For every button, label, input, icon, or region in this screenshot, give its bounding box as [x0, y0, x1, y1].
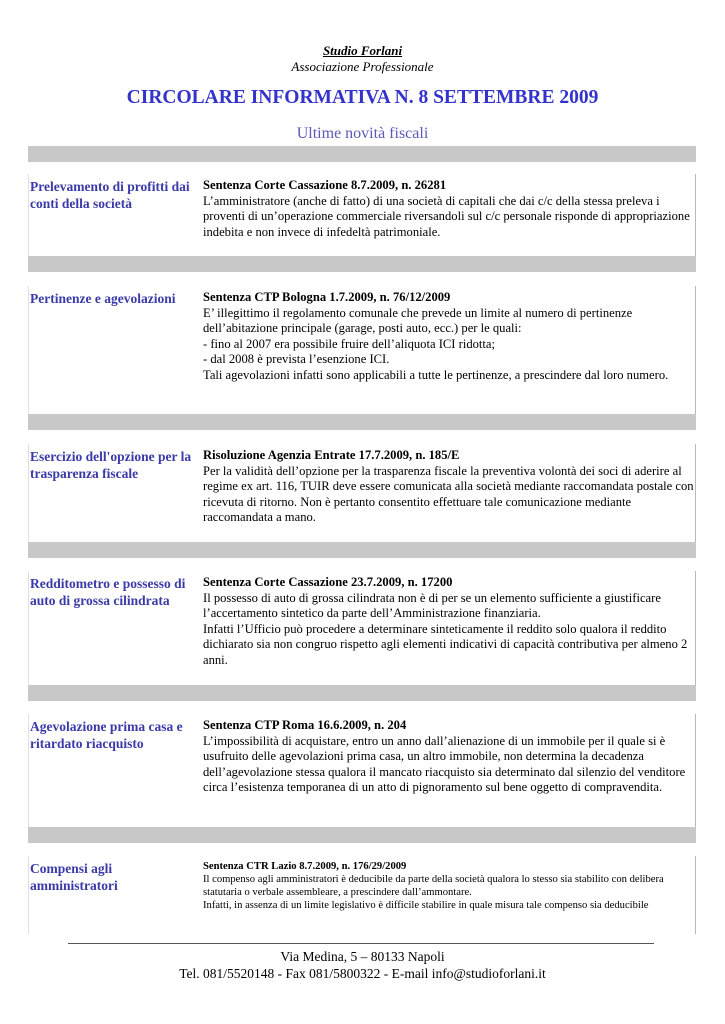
section-content — [203, 575, 697, 669]
news-section — [28, 571, 696, 685]
news-section — [28, 286, 696, 414]
section-reference: Sentenza Corte Cassazione 8.7.2009, n. 26281 — [203, 178, 447, 192]
section-topic: Esercizio dell'opzione per la trasparenza fiscale — [30, 449, 192, 481]
news-section — [28, 444, 696, 542]
footer-address: Via Medina, 5 – 80133 Napoli — [280, 949, 445, 964]
section-text: Il possesso di auto di grossa cilindrata non è di per se un elemento sufficiente a giustificare l’accertamento sintetico da parte dell’Amministrazione finanziaria. — [203, 590, 661, 621]
section-content — [203, 448, 697, 526]
section-topic: Pertinenze e agevolazioni — [30, 291, 176, 306]
section-divider — [28, 256, 696, 272]
page-title: CIRCOLARE INFORMATIVA N. 8 SETTEMBRE 2009 — [126, 87, 599, 108]
section-content — [203, 718, 697, 796]
section-content — [203, 178, 697, 240]
section-text: Il compenso agli amministratori è deducibile da parte della società qualora lo stesso sia stabilito con delibera statutaria o verbale assembleare, a prescindere dall’ammontare. — [203, 874, 664, 898]
section-text: Tali agevolazioni infatti sono applicabili a tutte le pertinenze, a prescindere dal loro numero. — [203, 367, 669, 382]
section-text: - dal 2008 è prevista l’esenzione ICI. — [203, 352, 390, 367]
section-reference: Sentenza CTP Roma 16.6.2009, n. 204 — [203, 718, 407, 732]
section-text: Per la validità dell’opzione per la trasparenza fiscale la preventiva volontà dei soci di aderire al regime ex art. 116, TUIR deve essere comunicata alla società mediante raccomandata postale con ricevuta di ritorno. Non è pertanto consentito effettuare tale comunicazione mediante raccomandata a mano. — [203, 463, 694, 525]
section-text: L’impossibilità di acquistare, entro un anno dall’alienazione di un immobile per il quale si è usufruito delle agevolazioni prima casa, un altro immobile, non determina la decadenza dell’agevolazione stessa qualora il mancato riacquisto sia determinato dal silenzio del venditore circa l’esistenza temporanea di un atto di pignoramento sul bene oggetto di compravendita. — [203, 733, 686, 795]
section-divider — [28, 542, 696, 558]
section-reference: Sentenza Corte Cassazione 23.7.2009, n. 17200 — [203, 575, 453, 589]
section-divider — [28, 685, 696, 701]
section-topic: Agevolazione prima casa e ritardato riacquisto — [30, 719, 183, 751]
section-content — [203, 290, 697, 384]
section-content — [203, 860, 697, 912]
news-section — [28, 714, 696, 827]
section-topic: Redditometro e possesso di auto di grossa cilindrata — [30, 576, 186, 608]
footer — [0, 948, 725, 982]
footer-contacts: Tel. 081/5520148 - Fax 081/5800322 - E-mail info@studioforlani.it — [179, 966, 546, 981]
news-section — [28, 174, 696, 256]
section-divider — [28, 146, 696, 162]
section-text: - fino al 2007 era possibile fruire dell’aliquota ICI ridotta; — [203, 336, 496, 351]
section-text: Infatti l’Ufficio può procedere a determinare sinteticamente il reddito solo qualora il reddito dichiarato sia non congruo rispetto agli elementi indicativi di capacità contributiva per almeno 2 anni. — [203, 621, 688, 667]
section-text: L’amministratore (anche di fatto) di una società di capitali che dai c/c della stessa preleva i proventi di un’operazione commerciale riversandoli sul c/c personale risponde di appropriazione indebita e non invece di infedeltà patrimoniale. — [203, 193, 690, 239]
studio-name: Studio Forlani — [322, 43, 403, 58]
section-text: Infatti, in assenza di un limite legislativo è difficile stabilire in quale misura tale compenso sia deducibile — [203, 900, 649, 911]
section-reference: Sentenza CTR Lazio 8.7.2009, n. 176/29/2009 — [203, 861, 407, 872]
section-divider — [28, 414, 696, 430]
section-topic: Compensi agli amministratori — [30, 861, 118, 893]
association-label: Associazione Professionale — [291, 59, 434, 74]
section-topic: Prelevamento di profitti dai conti della società — [30, 179, 190, 211]
section-reference: Risoluzione Agenzia Entrate 17.7.2009, n. 185/E — [203, 448, 460, 462]
section-reference: Sentenza CTP Bologna 1.7.2009, n. 76/12/2009 — [203, 290, 451, 304]
section-divider — [28, 827, 696, 843]
letterhead — [0, 43, 725, 75]
page-subtitle: Ultime novità fiscali — [296, 125, 429, 142]
footer-divider — [68, 943, 654, 944]
news-section — [28, 856, 696, 934]
section-text: E’ illegittimo il regolamento comunale che prevede un limite al numero di pertinenze dell’abitazione principale (garage, posti auto, ecc.) per le quali: — [203, 305, 633, 336]
